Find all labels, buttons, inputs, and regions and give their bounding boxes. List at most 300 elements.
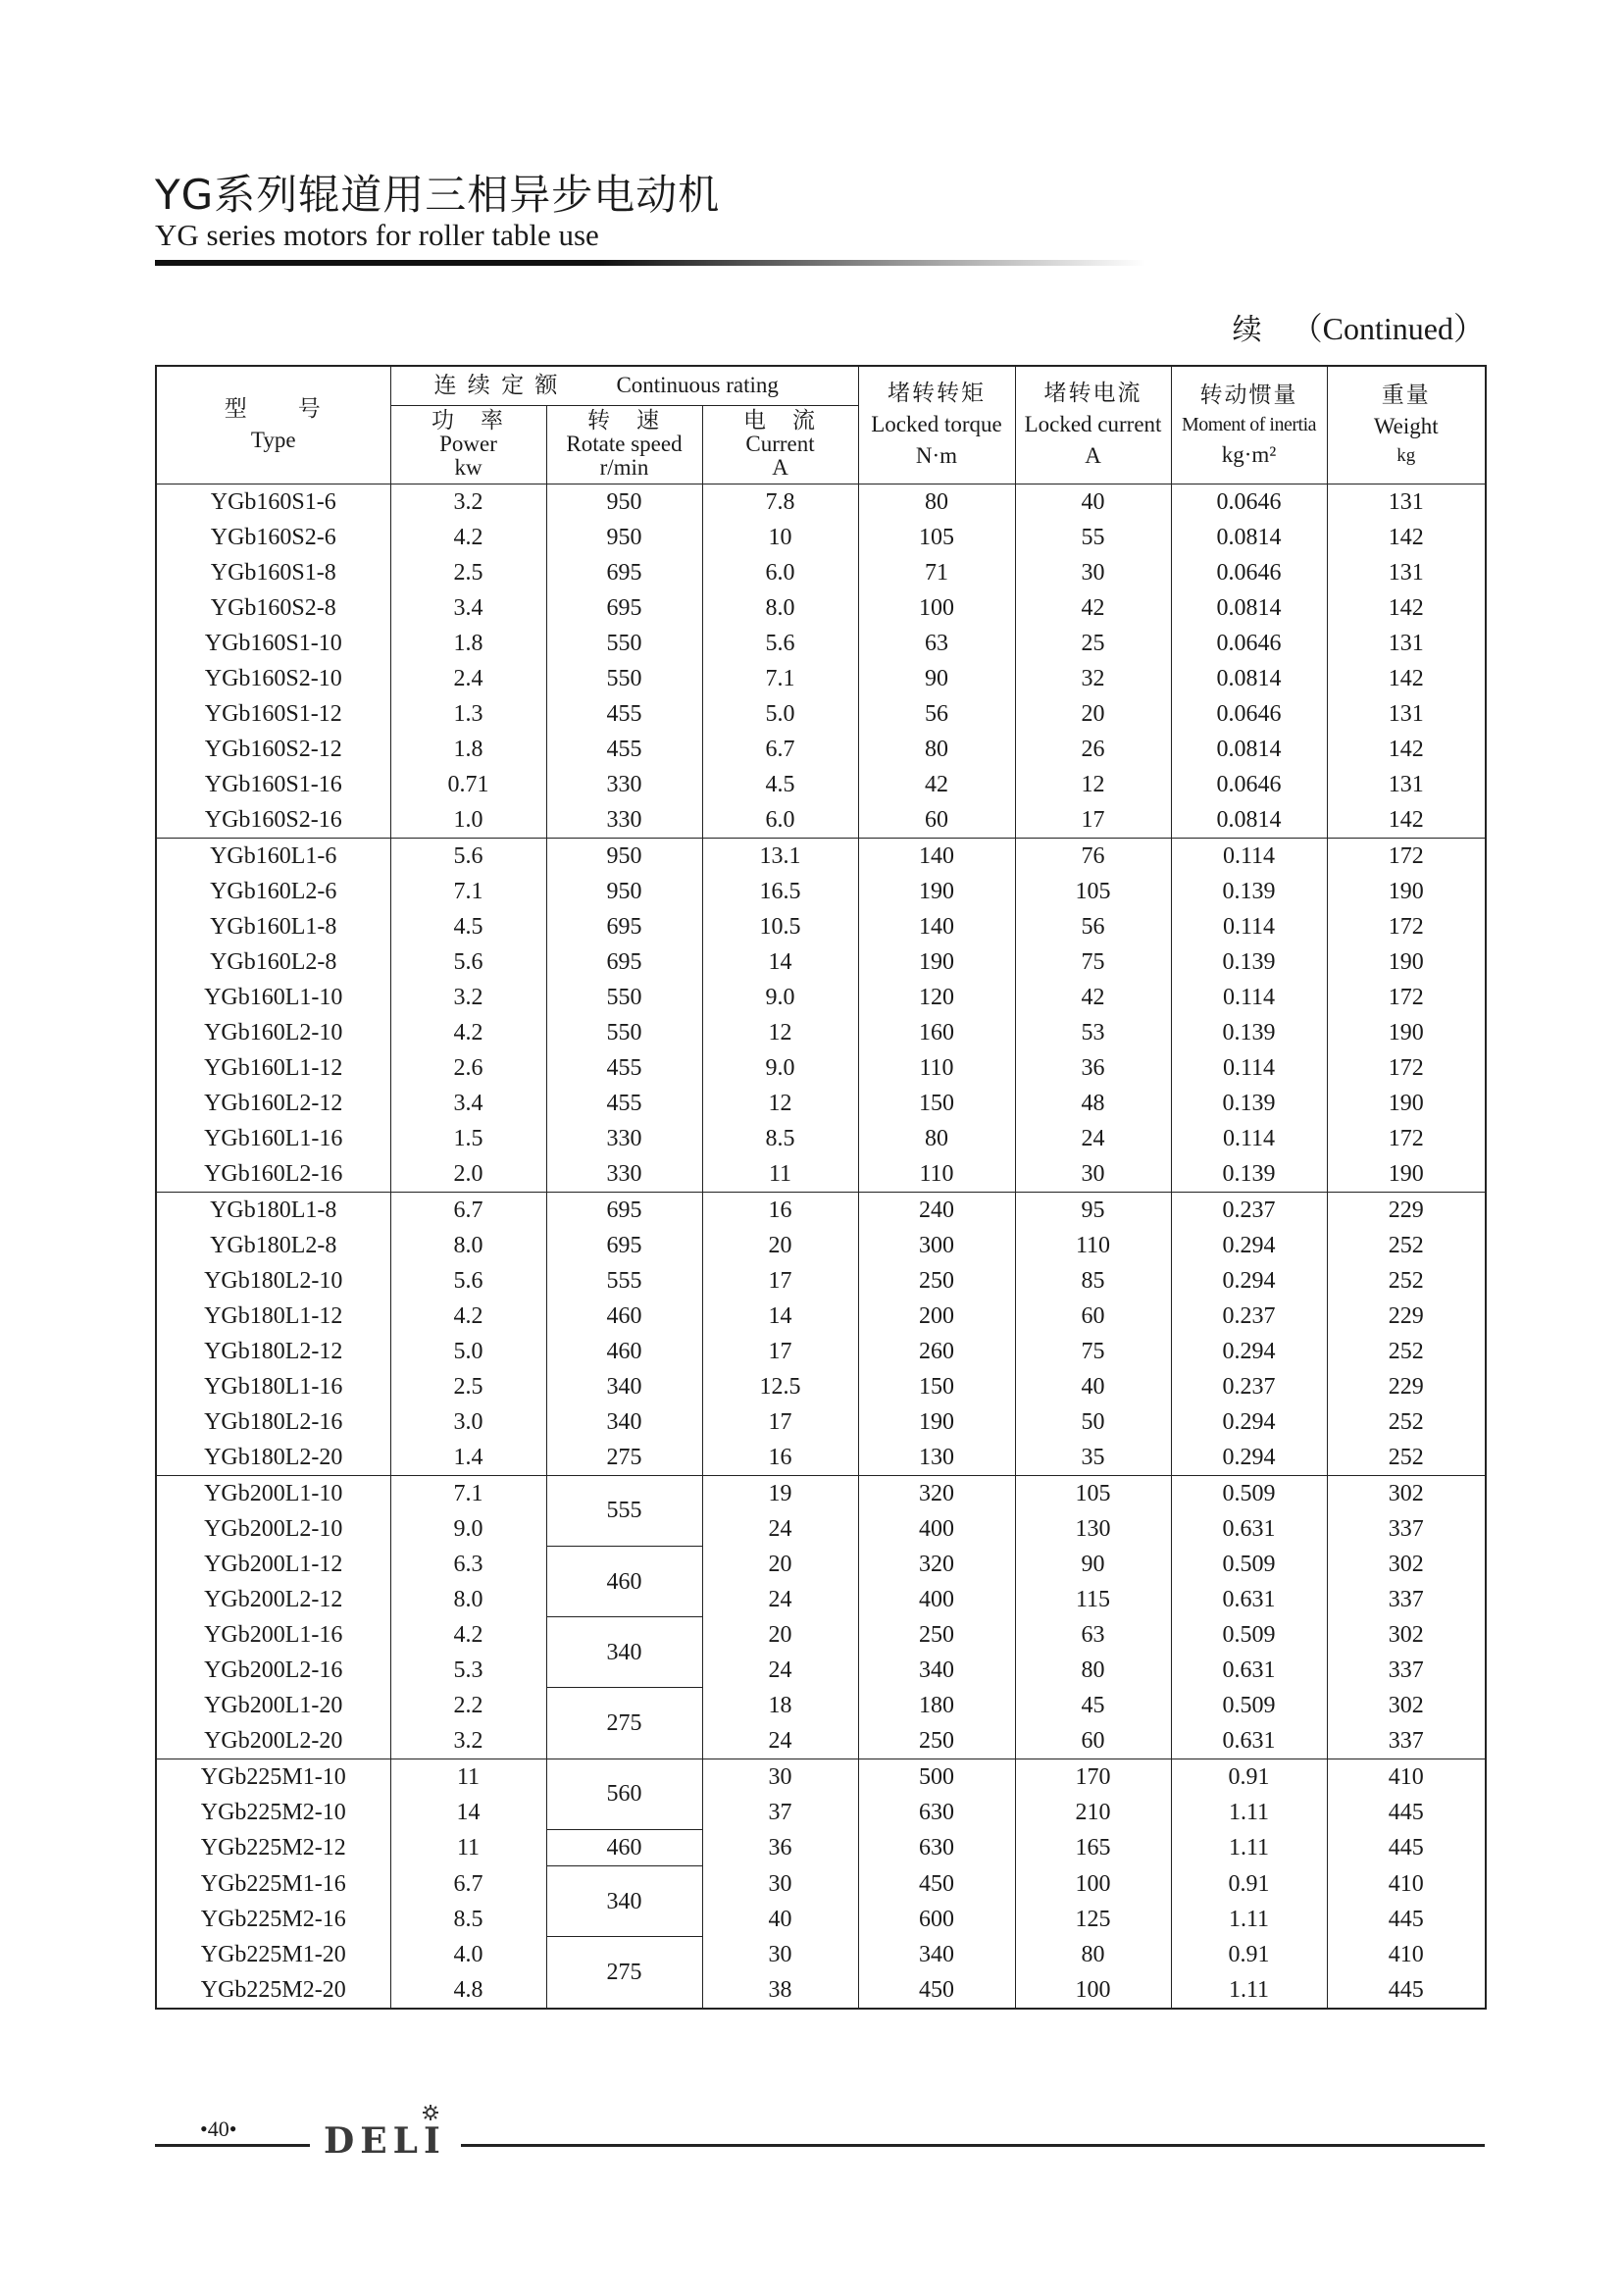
cell-weight: 445 (1327, 1830, 1486, 1866)
table-row (156, 1547, 1486, 1582)
cell-inertia: 0.0814 (1171, 590, 1327, 626)
power-unit: kw (454, 455, 482, 481)
cell-power: 1.8 (390, 626, 546, 661)
table-row (156, 1404, 1486, 1440)
cell-current: 20 (702, 1617, 858, 1653)
cell-speed: 695 (546, 1228, 702, 1263)
cell-inertia: 0.294 (1171, 1263, 1327, 1299)
cell-inertia: 0.91 (1171, 1937, 1327, 1972)
cell-speed: 550 (546, 661, 702, 696)
footer-rule-left (155, 2144, 310, 2147)
cell-current: 10.5 (702, 909, 858, 944)
cell-locked-current: 110 (1015, 1228, 1171, 1263)
cell-current: 24 (702, 1582, 858, 1617)
cell-weight: 142 (1327, 732, 1486, 767)
cell-speed: 330 (546, 1156, 702, 1193)
cell-locked-current: 48 (1015, 1086, 1171, 1121)
cell-speed: 275 (546, 1440, 702, 1476)
cell-type: YGb225M1-10 (156, 1759, 390, 1795)
cell-power: 4.8 (390, 1972, 546, 2009)
weight-cn: 重量 (1381, 382, 1431, 409)
cell-speed: 330 (546, 1121, 702, 1156)
cell-power: 1.5 (390, 1121, 546, 1156)
cell-current: 8.5 (702, 1121, 858, 1156)
cell-power: 3.0 (390, 1404, 546, 1440)
cell-locked-torque: 200 (858, 1299, 1015, 1334)
locked-current-en: Locked current (1024, 412, 1162, 437)
cell-inertia: 0.114 (1171, 1050, 1327, 1086)
cell-inertia: 0.0814 (1171, 732, 1327, 767)
table-row (156, 874, 1486, 909)
cell-inertia: 0.139 (1171, 1086, 1327, 1121)
cell-locked-current: 100 (1015, 1972, 1171, 2009)
cell-power: 8.5 (390, 1902, 546, 1937)
cell-locked-current: 12 (1015, 767, 1171, 802)
cell-locked-current: 130 (1015, 1511, 1171, 1547)
cell-weight: 142 (1327, 661, 1486, 696)
cell-locked-torque: 110 (858, 1050, 1015, 1086)
cell-locked-torque: 150 (858, 1369, 1015, 1404)
cell-current: 30 (702, 1759, 858, 1795)
table-row (156, 1972, 1486, 2009)
cell-type: YGb225M2-12 (156, 1830, 390, 1866)
cell-locked-current: 30 (1015, 1156, 1171, 1193)
cell-speed: 555 (546, 1475, 702, 1547)
cell-weight: 252 (1327, 1263, 1486, 1299)
continued-cn: 续 (1232, 313, 1262, 347)
cell-locked-current: 95 (1015, 1192, 1171, 1228)
cell-locked-torque: 320 (858, 1475, 1015, 1511)
cell-power: 11 (390, 1830, 546, 1866)
cell-type: YGb200L2-20 (156, 1723, 390, 1759)
type-header (156, 366, 390, 484)
cell-speed: 330 (546, 802, 702, 839)
table-row (156, 1688, 1486, 1723)
cell-locked-current: 42 (1015, 980, 1171, 1015)
cell-locked-current: 30 (1015, 555, 1171, 590)
cell-weight: 172 (1327, 1121, 1486, 1156)
table-row (156, 1369, 1486, 1404)
cell-locked-current: 170 (1015, 1759, 1171, 1795)
cell-locked-torque: 90 (858, 661, 1015, 696)
cell-inertia: 0.237 (1171, 1299, 1327, 1334)
cell-inertia: 0.139 (1171, 944, 1327, 980)
weight-en: Weight (1373, 414, 1439, 439)
cell-type: YGb160L1-16 (156, 1121, 390, 1156)
cell-locked-torque: 80 (858, 732, 1015, 767)
locked-current-cn: 堵转电流 (1043, 381, 1142, 407)
cell-power: 6.3 (390, 1547, 546, 1582)
cell-type: YGb200L1-20 (156, 1688, 390, 1723)
deli-logo: DELI (324, 2120, 446, 2162)
table-row (156, 1263, 1486, 1299)
cell-power: 6.7 (390, 1866, 546, 1902)
cell-type: YGb225M1-16 (156, 1866, 390, 1902)
cell-inertia: 1.11 (1171, 1795, 1327, 1830)
cell-inertia: 0.114 (1171, 980, 1327, 1015)
cell-weight: 172 (1327, 980, 1486, 1015)
cell-type: YGb160L2-12 (156, 1086, 390, 1121)
cell-type: YGb160S1-6 (156, 484, 390, 520)
cell-power: 6.7 (390, 1192, 546, 1228)
cell-inertia: 0.0814 (1171, 802, 1327, 839)
cell-weight: 445 (1327, 1902, 1486, 1937)
cell-current: 7.1 (702, 661, 858, 696)
footer-rule-right (461, 2144, 1485, 2147)
locked-torque-header (858, 366, 1015, 484)
cell-inertia: 0.139 (1171, 1156, 1327, 1193)
cell-locked-current: 76 (1015, 838, 1171, 874)
cell-power: 11 (390, 1759, 546, 1795)
cell-type: YGb200L2-10 (156, 1511, 390, 1547)
cell-weight: 172 (1327, 909, 1486, 944)
cell-speed: 340 (546, 1617, 702, 1688)
cell-power: 4.5 (390, 909, 546, 944)
cell-locked-current: 63 (1015, 1617, 1171, 1653)
cell-current: 6.7 (702, 732, 858, 767)
cell-weight: 252 (1327, 1404, 1486, 1440)
inertia-en: Moment of inertia (1181, 413, 1317, 435)
cell-locked-current: 105 (1015, 874, 1171, 909)
cell-current: 38 (702, 1972, 858, 2009)
cell-inertia: 0.0646 (1171, 626, 1327, 661)
cell-type: YGb160L2-6 (156, 874, 390, 909)
cell-locked-torque: 630 (858, 1795, 1015, 1830)
cell-inertia: 0.139 (1171, 1015, 1327, 1050)
continued-label (1233, 304, 1485, 349)
cell-power: 2.0 (390, 1156, 546, 1193)
speed-cn: 转 速 (587, 407, 661, 433)
cell-inertia: 0.0646 (1171, 484, 1327, 520)
cell-locked-torque: 450 (858, 1866, 1015, 1902)
cell-weight: 190 (1327, 874, 1486, 909)
cell-locked-current: 165 (1015, 1830, 1171, 1866)
cell-type: YGb200L1-12 (156, 1547, 390, 1582)
cell-weight: 229 (1327, 1299, 1486, 1334)
cell-current: 30 (702, 1866, 858, 1902)
table-row (156, 802, 1486, 839)
table-row (156, 1795, 1486, 1830)
cell-type: YGb160S2-16 (156, 802, 390, 839)
cell-current: 12.5 (702, 1369, 858, 1404)
cell-current: 12 (702, 1086, 858, 1121)
table-row (156, 838, 1486, 874)
cell-speed: 455 (546, 1050, 702, 1086)
cell-type: YGb160L2-16 (156, 1156, 390, 1193)
cell-type: YGb225M2-10 (156, 1795, 390, 1830)
cell-current: 4.5 (702, 767, 858, 802)
table-row (156, 696, 1486, 732)
cell-type: YGb160S2-6 (156, 520, 390, 555)
cell-inertia: 0.294 (1171, 1404, 1327, 1440)
table-row (156, 1334, 1486, 1369)
table-body (156, 484, 1486, 2009)
cell-current: 20 (702, 1547, 858, 1582)
cell-type: YGb160S2-10 (156, 661, 390, 696)
cell-inertia: 0.294 (1171, 1334, 1327, 1369)
cell-inertia: 0.509 (1171, 1688, 1327, 1723)
cell-power: 5.3 (390, 1653, 546, 1688)
cell-speed: 275 (546, 1688, 702, 1759)
cell-locked-torque: 150 (858, 1086, 1015, 1121)
cell-locked-torque: 260 (858, 1334, 1015, 1369)
cell-locked-torque: 400 (858, 1582, 1015, 1617)
cell-type: YGb160L1-12 (156, 1050, 390, 1086)
cell-type: YGb160S1-16 (156, 767, 390, 802)
cell-weight: 337 (1327, 1511, 1486, 1547)
table-row (156, 520, 1486, 555)
speed-header (546, 405, 702, 484)
current-cn: 电 流 (743, 407, 817, 433)
cell-type: YGb200L1-16 (156, 1617, 390, 1653)
cell-power: 0.71 (390, 767, 546, 802)
page-subtitle: YG series motors for roller table use (155, 218, 599, 252)
table-row (156, 1653, 1486, 1688)
table-row (156, 1086, 1486, 1121)
cell-locked-current: 17 (1015, 802, 1171, 839)
cell-locked-torque: 63 (858, 626, 1015, 661)
cell-power: 4.2 (390, 1299, 546, 1334)
cell-type: YGb160S1-12 (156, 696, 390, 732)
cell-locked-torque: 160 (858, 1015, 1015, 1050)
cell-type: YGb160S1-8 (156, 555, 390, 590)
table-row (156, 944, 1486, 980)
cell-locked-current: 32 (1015, 661, 1171, 696)
cell-speed: 460 (546, 1547, 702, 1617)
cell-inertia: 0.0646 (1171, 555, 1327, 590)
type-header-cn: 型 号 (224, 396, 323, 423)
cell-type: YGb160L2-10 (156, 1015, 390, 1050)
table-row (156, 909, 1486, 944)
cell-current: 14 (702, 1299, 858, 1334)
cell-current: 5.0 (702, 696, 858, 732)
motor-spec-table (155, 365, 1487, 2010)
weight-unit: kg (1396, 445, 1416, 467)
cell-weight: 337 (1327, 1723, 1486, 1759)
cell-locked-torque: 320 (858, 1547, 1015, 1582)
cell-type: YGb180L2-8 (156, 1228, 390, 1263)
cell-weight: 410 (1327, 1759, 1486, 1795)
cell-current: 24 (702, 1653, 858, 1688)
cell-locked-current: 40 (1015, 1369, 1171, 1404)
cell-power: 1.3 (390, 696, 546, 732)
cell-locked-torque: 400 (858, 1511, 1015, 1547)
cell-power: 2.4 (390, 661, 546, 696)
inertia-cn: 转动惯量 (1199, 382, 1298, 408)
cell-inertia: 1.11 (1171, 1830, 1327, 1866)
continuous-rating-header (390, 366, 858, 405)
cell-speed: 460 (546, 1830, 702, 1866)
cell-weight: 190 (1327, 944, 1486, 980)
weight-header (1327, 366, 1486, 484)
page-number: •40• (200, 2116, 237, 2141)
cell-locked-torque: 130 (858, 1440, 1015, 1476)
cell-type: YGb160L1-6 (156, 838, 390, 874)
cell-current: 7.8 (702, 484, 858, 520)
cell-locked-current: 60 (1015, 1299, 1171, 1334)
cell-speed: 455 (546, 1086, 702, 1121)
cell-locked-current: 90 (1015, 1547, 1171, 1582)
inertia-unit: kg·m² (1221, 441, 1277, 467)
cell-inertia: 0.0646 (1171, 696, 1327, 732)
cell-locked-torque: 80 (858, 1121, 1015, 1156)
cell-speed: 555 (546, 1263, 702, 1299)
cell-speed: 550 (546, 626, 702, 661)
cell-locked-current: 75 (1015, 1334, 1171, 1369)
cell-speed: 340 (546, 1404, 702, 1440)
cell-weight: 302 (1327, 1617, 1486, 1653)
cell-current: 30 (702, 1937, 858, 1972)
cell-speed: 950 (546, 838, 702, 874)
cell-locked-current: 55 (1015, 520, 1171, 555)
cell-speed: 950 (546, 484, 702, 520)
cell-inertia: 0.114 (1171, 909, 1327, 944)
cell-current: 17 (702, 1334, 858, 1369)
cell-current: 10 (702, 520, 858, 555)
cell-power: 7.1 (390, 874, 546, 909)
cell-inertia: 0.631 (1171, 1582, 1327, 1617)
table-row (156, 1902, 1486, 1937)
cell-current: 16 (702, 1192, 858, 1228)
cell-power: 2.6 (390, 1050, 546, 1086)
cell-locked-current: 45 (1015, 1688, 1171, 1723)
cell-weight: 142 (1327, 590, 1486, 626)
cell-speed: 340 (546, 1866, 702, 1937)
cell-weight: 142 (1327, 802, 1486, 839)
cell-inertia: 0.509 (1171, 1617, 1327, 1653)
cell-locked-current: 42 (1015, 590, 1171, 626)
table-row (156, 767, 1486, 802)
table-row (156, 484, 1486, 520)
cell-speed: 275 (546, 1937, 702, 2009)
table-row (156, 1015, 1486, 1050)
cell-weight: 190 (1327, 1015, 1486, 1050)
cell-inertia: 0.0814 (1171, 520, 1327, 555)
cell-locked-torque: 340 (858, 1653, 1015, 1688)
cell-power: 8.0 (390, 1582, 546, 1617)
cell-locked-torque: 180 (858, 1688, 1015, 1723)
cell-inertia: 0.631 (1171, 1511, 1327, 1547)
gear-icon (423, 2105, 438, 2120)
power-en: Power (439, 431, 497, 456)
table-row (156, 1723, 1486, 1759)
cell-current: 18 (702, 1688, 858, 1723)
cell-current: 9.0 (702, 980, 858, 1015)
cell-current: 37 (702, 1795, 858, 1830)
cell-current: 11 (702, 1156, 858, 1193)
cell-weight: 229 (1327, 1192, 1486, 1228)
cell-weight: 410 (1327, 1937, 1486, 1972)
cell-inertia: 0.631 (1171, 1723, 1327, 1759)
cell-weight: 190 (1327, 1156, 1486, 1193)
cell-power: 2.2 (390, 1688, 546, 1723)
cell-inertia: 1.11 (1171, 1902, 1327, 1937)
table-row (156, 555, 1486, 590)
cell-inertia: 0.0814 (1171, 661, 1327, 696)
power-cn: 功 率 (431, 407, 505, 433)
cell-speed: 550 (546, 980, 702, 1015)
cell-weight: 252 (1327, 1334, 1486, 1369)
table-row (156, 1156, 1486, 1193)
cell-speed: 950 (546, 874, 702, 909)
cell-type: YGb180L1-12 (156, 1299, 390, 1334)
current-unit: A (772, 455, 788, 481)
cell-type: YGb180L1-8 (156, 1192, 390, 1228)
cell-power: 3.2 (390, 484, 546, 520)
cell-type: YGb200L1-10 (156, 1475, 390, 1511)
cell-weight: 337 (1327, 1653, 1486, 1688)
locked-torque-unit: N·m (915, 443, 958, 469)
cell-locked-current: 26 (1015, 732, 1171, 767)
cell-current: 6.0 (702, 555, 858, 590)
cell-locked-current: 25 (1015, 626, 1171, 661)
cell-speed: 695 (546, 555, 702, 590)
cell-type: YGb160L1-8 (156, 909, 390, 944)
cell-type: YGb180L2-20 (156, 1440, 390, 1476)
cell-current: 16 (702, 1440, 858, 1476)
cell-type: YGb225M2-20 (156, 1972, 390, 2009)
cell-locked-torque: 110 (858, 1156, 1015, 1193)
cell-weight: 337 (1327, 1582, 1486, 1617)
cell-current: 6.0 (702, 802, 858, 839)
cell-speed: 695 (546, 1192, 702, 1228)
table-row (156, 1759, 1486, 1795)
speed-en: Rotate speed (566, 431, 683, 456)
cell-power: 7.1 (390, 1475, 546, 1511)
cell-weight: 131 (1327, 626, 1486, 661)
cell-speed: 460 (546, 1299, 702, 1334)
cell-inertia: 0.509 (1171, 1475, 1327, 1511)
cell-current: 17 (702, 1404, 858, 1440)
cell-locked-current: 40 (1015, 484, 1171, 520)
cell-power: 2.5 (390, 1369, 546, 1404)
cell-inertia: 0.114 (1171, 838, 1327, 874)
cell-weight: 131 (1327, 767, 1486, 802)
cell-current: 16.5 (702, 874, 858, 909)
table-row (156, 1475, 1486, 1511)
cell-current: 14 (702, 944, 858, 980)
current-header (702, 405, 858, 484)
cell-current: 17 (702, 1263, 858, 1299)
current-en: Current (745, 431, 815, 456)
power-header (390, 405, 546, 484)
cell-power: 9.0 (390, 1511, 546, 1547)
table-row (156, 626, 1486, 661)
cell-weight: 302 (1327, 1475, 1486, 1511)
cell-current: 19 (702, 1475, 858, 1511)
cell-locked-current: 20 (1015, 696, 1171, 732)
cell-power: 1.4 (390, 1440, 546, 1476)
cell-power: 3.2 (390, 1723, 546, 1759)
cell-locked-current: 100 (1015, 1866, 1171, 1902)
cell-power: 14 (390, 1795, 546, 1830)
continuous-rating-en: Continuous rating (616, 372, 779, 397)
table-row (156, 1299, 1486, 1334)
cell-inertia: 0.237 (1171, 1369, 1327, 1404)
cell-inertia: 0.0646 (1171, 767, 1327, 802)
cell-current: 24 (702, 1723, 858, 1759)
cell-inertia: 0.114 (1171, 1121, 1327, 1156)
page-title: YG系列辊道用三相异步电动机 (155, 171, 721, 219)
cell-locked-current: 105 (1015, 1475, 1171, 1511)
table-row (156, 1866, 1486, 1902)
cell-locked-torque: 56 (858, 696, 1015, 732)
cell-weight: 131 (1327, 696, 1486, 732)
table-row (156, 1192, 1486, 1228)
table-row (156, 1830, 1486, 1866)
cell-speed: 550 (546, 1015, 702, 1050)
continued-en: （Continued） (1291, 311, 1485, 346)
